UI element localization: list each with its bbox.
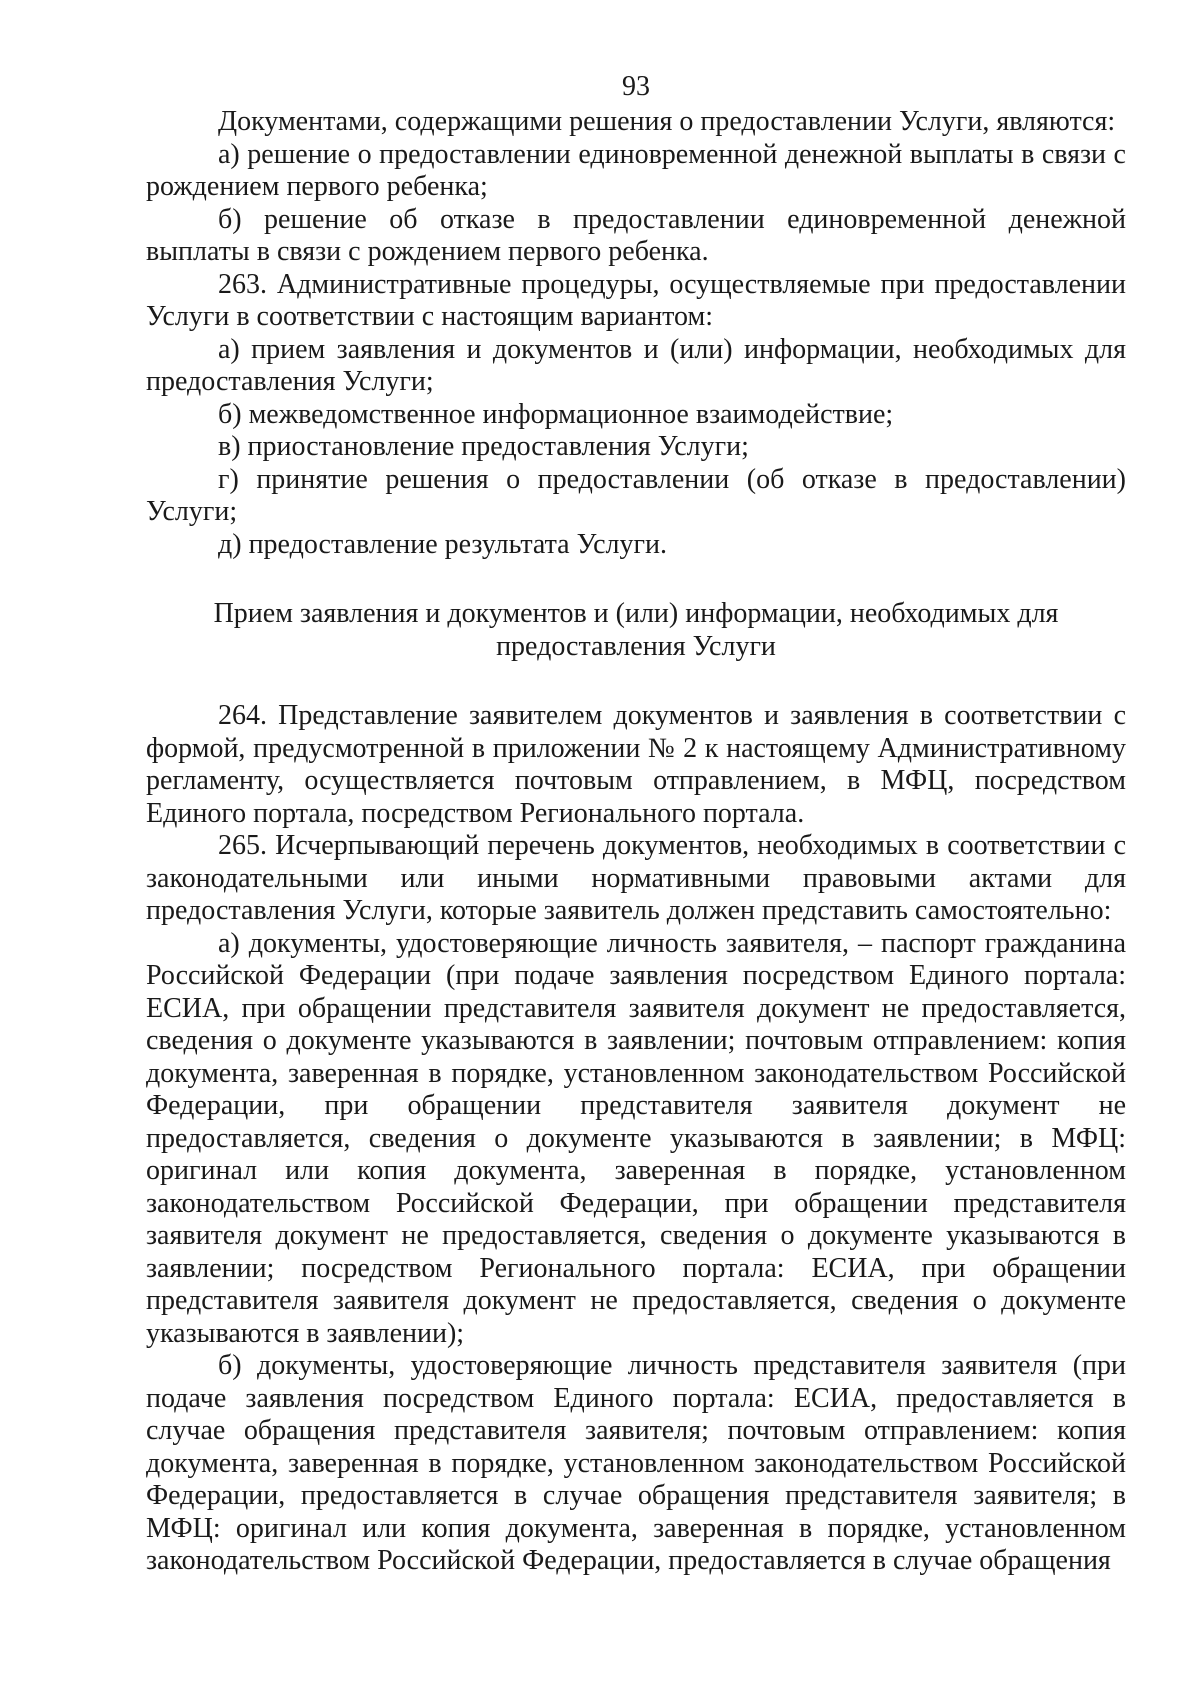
paragraph-decisions-intro: Документами, содержащими решения о предоставлении Услуги, являются: <box>218 106 1116 137</box>
page-number: 93 <box>622 71 650 102</box>
paragraph-265: 265. Исчерпывающий перечень документов, необходимых в соответствии с законодательными или иными нормативными правовыми актами для предоставления Услуги, которые заявитель должен представить самостоятельно: <box>146 830 1126 926</box>
paragraph-264: 264. Представление заявителем документов и заявления в соответствии с формой, предусмотренной в приложении № 2 к настоящему Административному регламенту, осуществляется почтовым отправлением, в МФЦ, посредством Единого портала, посредством Регионального портала. <box>146 700 1126 829</box>
paragraph-263-d: г) принятие решения о предоставлении (об отказе в предоставлении) Услуги; <box>146 463 1126 527</box>
paragraph-263: 263. Административные процедуры, осуществляемые при предоставлении Услуги в соответствии с настоящим вариантом: <box>146 268 1126 332</box>
paragraph-decision-a: а) решение о предоставлении единовременной денежной выплаты в связи с рождением первого ребенка; <box>146 138 1126 202</box>
paragraph-265-b: б) документы, удостоверяющие личность представителя заявителя (при подаче заявления посредством Единого портала: ЕСИА, предоставляется в случае обращения представителя заявителя; почтовым отправлением: копия документа, заверенная в порядке, установленном законодательством Российской Федерации, предоставляется в случае обращения представителя заявителя; в МФЦ: оригинал или копия документа, заверенная в порядке, установленном законодательством Российской Федерации, предоставляется в случае обращения <box>146 1350 1126 1576</box>
paragraph-263-e: д) предоставление результата Услуги. <box>218 528 667 560</box>
document-page <box>146 70 1126 1578</box>
paragraph-263-c: в) приостановление предоставления Услуги; <box>218 431 749 462</box>
paragraph-decision-b: б) решение об отказе в предоставлении единовременной денежной выплаты в связи с рождением первого ребенка. <box>146 203 1126 267</box>
paragraph-263-b: б) межведомственное информационное взаимодействие; <box>218 398 894 430</box>
paragraph-263-a: а) прием заявления и документов и (или) информации, необходимых для предоставления Услуги; <box>146 333 1126 397</box>
section-heading: Прием заявления и документов и (или) информации, необходимых для предоставления Услуги <box>213 598 1059 662</box>
paragraph-265-a: а) документы, удостоверяющие личность заявителя, – паспорт гражданина Российской Федерации (при подаче заявления посредством Единого портала: ЕСИА, при обращении представителя заявителя документ не предоставляется, сведения о документе указываются в заявлении; почтовым отправлением: копия документа, заверенная в порядке, установленном законодательством Российской Федерации, при обращении представителя заявителя документ не предоставляется, сведения о документе указываются в заявлении; в МФЦ: оригинал или копия документа, заверенная в порядке, установленном законодательством Российской Федерации, при обращении представителя заявителя документ не предоставляется, сведения о документе указываются в заявлении; посредством Регионального портала: ЕСИА, при обращении представителя заявителя документ не предоставляется, сведения о документе указываются в заявлении); <box>146 927 1126 1349</box>
